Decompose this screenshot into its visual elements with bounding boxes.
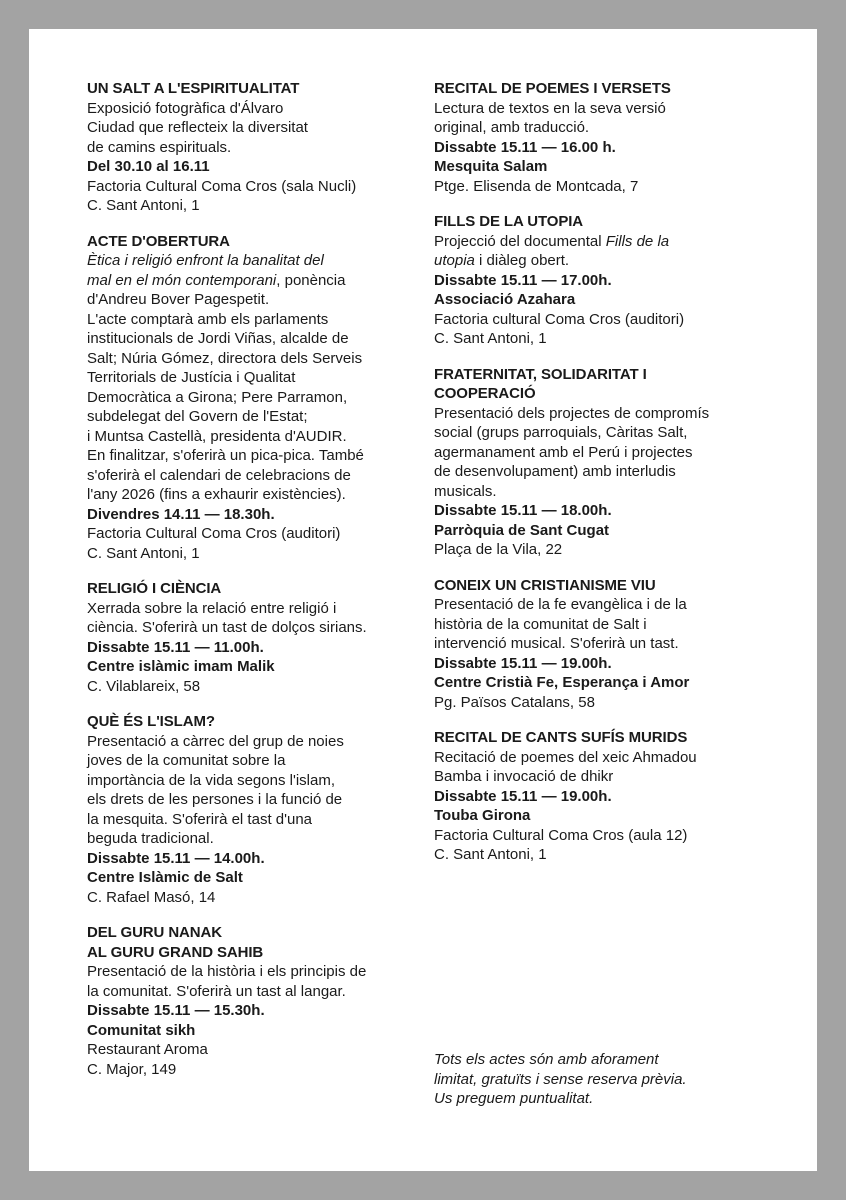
event-description-line	[87, 271, 427, 291]
event-address: Factoria Cultural Coma Cros (auditori)	[87, 525, 341, 542]
event-title: UN SALT A L'ESPIRITUALITAT	[87, 80, 300, 97]
event-title: FRATERNITAT, SOLIDARITAT I	[434, 365, 647, 383]
event-venue: Parròquia de Sant Cugat	[434, 521, 610, 539]
event-title: CONEIX UN CRISTIANISME VIU	[434, 576, 656, 594]
footer-note-line: Tots els actes són amb aforament	[434, 1051, 659, 1068]
event-address: Factoria Cultural Coma Cros (aula 12)	[434, 826, 688, 844]
event-description-text: Salt; Núria Gómez, directora dels Serveis	[87, 349, 363, 367]
event-address: Factoria cultural Coma Cros (auditori)	[434, 310, 685, 328]
event-description-line	[434, 615, 779, 635]
event-address: C. Sant Antoni, 1	[87, 544, 200, 562]
event-description-line	[434, 404, 779, 424]
event-block	[434, 365, 779, 560]
event-block	[87, 923, 427, 1079]
event-description-text: Presentació de la fe evangèlica i de la	[434, 596, 687, 613]
event-block	[87, 712, 427, 907]
event-description-line	[87, 310, 427, 330]
event-description-text: original, amb traducció.	[434, 119, 590, 136]
event-description-line	[87, 427, 427, 447]
event-title: FILLS DE LA UTOPIA	[434, 213, 584, 230]
event-date-time: Dissabte 15.11 — 18.00h.	[434, 502, 612, 519]
event-description-text: Exposició fotogràfica d'Álvaro	[87, 99, 284, 117]
event-description-text: Democràtica a Girona; Pere Parramon,	[87, 388, 348, 406]
event-address: C. Sant Antoni, 1	[434, 330, 547, 347]
event-description-text: d'Andreu Bover Pagespetit.	[87, 291, 270, 308]
event-address: C. Major, 149	[87, 1060, 177, 1078]
event-venue: Centre Cristià Fe, Esperança i Amor	[434, 674, 690, 691]
event-description-line	[434, 251, 779, 271]
event-description-text: importància de la vida segons l'islam,	[87, 771, 335, 789]
event-description-line	[87, 290, 427, 310]
event-address: Ptge. Elisenda de Montcada, 7	[434, 177, 639, 195]
event-description-line	[434, 423, 779, 443]
event-description-italic: Fills de la	[605, 232, 670, 250]
event-description-line	[87, 829, 427, 849]
event-venue: Centre Islàmic de Salt	[87, 869, 243, 886]
event-description-text: la comunitat. S'oferirà un tast al langar.	[87, 982, 346, 1000]
event-description-text: joves de la comunitat sobre la	[87, 752, 286, 769]
footer-note	[434, 1050, 779, 1109]
event-description-text: i Muntsa Castellà, presidenta d'AUDIR.	[87, 427, 347, 445]
event-description-line	[87, 388, 427, 408]
event-title: COOPERACIÓ	[434, 385, 536, 402]
event-description-text: Lectura de textos en la seva versió	[434, 99, 666, 117]
event-description-text: Ciudad que reflecteix la diversitat	[87, 119, 308, 136]
event-description-text: ciència. S'oferirà un tast de dolços sirians.	[87, 619, 367, 636]
event-description-line	[434, 99, 779, 119]
event-description-line	[87, 349, 427, 369]
event-description-line	[87, 732, 427, 752]
footer-note-line: Us preguem puntualitat.	[434, 1090, 594, 1107]
event-address: Plaça de la Vila, 22	[434, 541, 563, 558]
event-description-line	[87, 138, 427, 158]
event-description-line	[87, 485, 427, 505]
event-description-line	[87, 446, 427, 466]
event-description-line	[87, 599, 427, 619]
event-description-text: Presentació de la història i els principis de	[87, 963, 367, 980]
event-address: Pg. Països Catalans, 58	[434, 693, 595, 711]
event-description-line	[434, 482, 779, 502]
left-column	[87, 79, 427, 1095]
event-title: RECITAL DE CANTS SUFÍS MURIDS	[434, 729, 688, 746]
event-description-text: agermanament amb el Perú i projectes	[434, 443, 693, 461]
event-description-text: els drets de les persones i la funció de	[87, 791, 343, 808]
program-page	[29, 29, 817, 1171]
event-date-time: Dissabte 15.11 — 16.00 h.	[434, 138, 616, 156]
event-description-line	[87, 99, 427, 119]
event-description-line	[434, 634, 779, 654]
event-description-line	[87, 790, 427, 810]
event-description-text: Xerrada sobre la relació entre religió i	[87, 599, 337, 617]
event-date-time: Dissabte 15.11 — 15.30h.	[87, 1002, 265, 1019]
footer-note-line: limitat, gratuïts i sense reserva prèvia.	[434, 1070, 687, 1088]
event-description-text: intervenció musical. S'oferirà un tast.	[434, 635, 679, 652]
event-description-line	[87, 962, 427, 982]
event-description-line	[434, 748, 779, 768]
event-description-text: Presentació a càrrec del grup de noies	[87, 732, 344, 750]
event-date-time: Divendres 14.11 — 18.30h.	[87, 505, 275, 523]
event-description-line	[87, 618, 427, 638]
event-date-time: Dissabte 15.11 — 19.00h.	[434, 654, 612, 672]
event-description-text: L'acte comptarà amb els parlaments	[87, 310, 329, 328]
event-date-time: Dissabte 15.11 — 14.00h.	[87, 849, 265, 867]
event-title: RELIGIÓ I CIÈNCIA	[87, 580, 222, 597]
event-description-text: la mesquita. S'oferirà el tast d'una	[87, 810, 313, 828]
event-date-time: Dissabte 15.11 — 17.00h.	[434, 271, 612, 289]
event-description-line	[434, 767, 779, 787]
event-description-line	[87, 982, 427, 1002]
event-description-line	[434, 443, 779, 463]
event-description-text: Territorials de Justícia i Qualitat	[87, 369, 296, 386]
right-column	[434, 79, 779, 881]
event-description-text: de camins espirituals.	[87, 138, 232, 156]
event-description-text: Bamba i invocació de dhikr	[434, 768, 614, 785]
event-address: C. Sant Antoni, 1	[87, 197, 200, 214]
event-description-line	[434, 595, 779, 615]
event-block	[87, 79, 427, 216]
event-address: C. Vilablareix, 58	[87, 677, 201, 695]
event-description-line	[87, 407, 427, 427]
event-block	[434, 576, 779, 713]
event-address: Restaurant Aroma	[87, 1041, 208, 1058]
event-description-text: social (grups parroquials, Càritas Salt,	[434, 424, 688, 441]
event-block	[434, 728, 779, 865]
event-block	[87, 232, 427, 564]
event-description-line	[87, 771, 427, 791]
event-description-text: història de la comunitat de Salt i	[434, 615, 647, 633]
event-description-italic: Ètica i religió enfront la banalitat del	[87, 252, 324, 269]
event-description-italic: utopia	[434, 252, 475, 269]
event-title: QUÈ ÉS L'ISLAM?	[87, 713, 215, 730]
event-date-time: Dissabte 15.11 — 19.00h.	[434, 787, 612, 805]
event-description-text: l'any 2026 (fins a exhaurir existències).	[87, 486, 346, 503]
event-description-text: i diàleg obert.	[474, 252, 570, 269]
event-address: C. Sant Antoni, 1	[434, 846, 547, 863]
event-block	[434, 79, 779, 196]
event-description-line	[87, 810, 427, 830]
event-description-line	[434, 462, 779, 482]
event-title: DEL GURU NANAK	[87, 924, 222, 941]
event-description-text: subdelegat del Govern de l'Estat;	[87, 408, 308, 425]
event-description-line	[87, 368, 427, 388]
event-title: RECITAL DE POEMES I VERSETS	[434, 80, 671, 97]
event-address: Factoria Cultural Coma Cros (sala Nucli)	[87, 177, 357, 195]
event-date-time: Dissabte 15.11 — 11.00h.	[87, 638, 264, 656]
event-title: AL GURU GRAND SAHIB	[87, 943, 264, 961]
event-description-line	[87, 329, 427, 349]
event-title: ACTE D'OBERTURA	[87, 232, 230, 250]
event-date-time: Del 30.10 al 16.11	[87, 158, 210, 175]
event-description-text: Recitació de poemes del xeic Ahmadou	[434, 748, 697, 766]
event-description-line	[434, 118, 779, 138]
event-venue: Comunitat sikh	[87, 1021, 196, 1039]
event-description-line	[87, 751, 427, 771]
event-description-text: beguda tradicional.	[87, 830, 214, 847]
event-description-text: de desenvolupament) amb interludis	[434, 463, 676, 480]
event-venue: Centre islàmic imam Malik	[87, 658, 275, 675]
event-description-italic: mal en el món contemporani	[87, 271, 277, 289]
event-description-line	[87, 118, 427, 138]
event-description-text: institucionals de Jordi Viñas, alcalde de	[87, 330, 349, 347]
event-block	[434, 212, 779, 349]
event-venue: Mesquita Salam	[434, 158, 548, 175]
event-description-line	[87, 251, 427, 271]
event-description-text: , ponència	[276, 271, 346, 289]
event-description-text: En finalitzar, s'oferirà un pica-pica. També	[87, 447, 364, 464]
event-description-text: Projecció del documental	[434, 232, 606, 250]
event-description-line	[87, 466, 427, 486]
event-venue: Associació Azahara	[434, 291, 576, 308]
event-description-line	[434, 232, 779, 252]
event-venue: Touba Girona	[434, 807, 531, 824]
event-description-text: musicals.	[434, 482, 497, 500]
event-description-text: Presentació dels projectes de compromís	[434, 404, 710, 422]
event-address: C. Rafael Masó, 14	[87, 888, 216, 906]
event-description-text: s'oferirà el calendari de celebracions de	[87, 466, 351, 484]
event-block	[87, 579, 427, 696]
